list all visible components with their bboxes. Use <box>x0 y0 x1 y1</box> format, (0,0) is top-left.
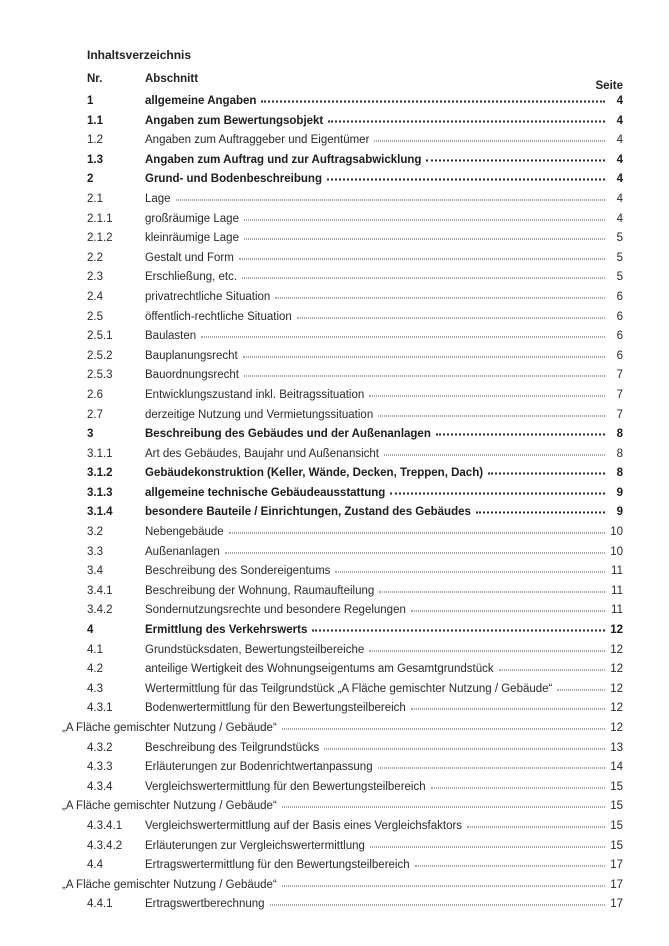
dot-leader <box>328 120 605 122</box>
dot-leader <box>282 807 605 808</box>
toc-entry-number: 4.3.3 <box>87 761 113 774</box>
toc-entry-number: 2.1.1 <box>87 212 113 225</box>
dot-leader <box>476 512 605 514</box>
toc-entry-page: 9 <box>616 486 623 499</box>
toc-entry-page: 12 <box>610 722 623 734</box>
toc-entry-number: 4.1 <box>87 643 103 656</box>
toc-entry-title: Beschreibung des Sondereigentums <box>145 565 331 578</box>
toc-entry-page: 10 <box>610 526 623 539</box>
dot-leader <box>369 650 605 651</box>
dot-leader <box>431 787 605 788</box>
dot-leader <box>297 317 605 318</box>
toc-entry-title: großräumige Lage <box>145 212 239 225</box>
dot-leader <box>244 219 605 220</box>
dot-leader <box>436 434 605 436</box>
toc-entry-page: 17 <box>610 859 623 872</box>
toc-entry-number: 3.4.2 <box>87 604 113 617</box>
toc-entry-page: 4 <box>616 95 623 107</box>
toc-entry-number: 4.4 <box>87 859 103 872</box>
toc-row <box>87 308 623 328</box>
dot-leader <box>176 199 605 200</box>
dot-leader <box>201 337 605 338</box>
toc-entry-page: 12 <box>610 643 623 656</box>
toc-entry-page: 4 <box>616 153 623 166</box>
toc-entry-title: Beschreibung des Gebäudes und der Außenanlagen <box>145 428 431 441</box>
toc-entry-title: Erläuterungen zur Bodenrichtwertanpassung <box>145 761 373 774</box>
toc-entry-number: 4 <box>87 624 94 637</box>
toc-row-continuation <box>62 719 623 739</box>
toc-row <box>87 131 623 151</box>
dot-leader <box>374 141 605 142</box>
toc-entry-page: 6 <box>616 290 623 303</box>
toc-entry-title: Angaben zum Auftraggeber und Eigentümer <box>145 134 370 147</box>
toc-entry-number: 3.1.1 <box>87 447 113 460</box>
toc-entry-number: 4.3.4 <box>87 780 113 793</box>
toc-entry-number: 3.2 <box>87 526 103 539</box>
dot-leader <box>378 415 605 416</box>
dot-leader <box>225 552 605 553</box>
toc-entry-title: Bodenwertermittlung für den Bewertungsteilbereich <box>145 702 406 715</box>
toc-entry-title: Vergleichswertermittlung auf der Basis eines Vergleichsfaktors <box>145 819 463 832</box>
toc-row <box>87 445 623 465</box>
toc-row <box>87 562 623 582</box>
toc-entry-title: Ermittlung des Verkehrswerts <box>145 624 308 637</box>
toc-entry-title: Ertragswertermittlung für den Bewertungsteilbereich <box>145 859 410 872</box>
toc-entry-number: 2.1 <box>87 192 103 205</box>
toc-row <box>87 425 623 445</box>
toc-entry-number: 2.5.3 <box>87 369 113 382</box>
toc-row-continuation <box>62 876 623 896</box>
toc-entry-page: 9 <box>616 506 623 519</box>
toc-entry-page: 12 <box>610 663 623 676</box>
toc-entry-page: 4 <box>616 192 623 205</box>
toc-entry-page: 7 <box>616 388 623 401</box>
toc-entry-number: 2.3 <box>87 271 103 284</box>
dot-leader <box>282 885 605 886</box>
dot-leader <box>275 297 605 298</box>
toc-entry-page: 6 <box>616 310 623 323</box>
toc-row <box>87 641 623 661</box>
toc-row <box>87 895 623 915</box>
toc-entry-page: 7 <box>616 408 623 421</box>
toc-entry-number: 2.6 <box>87 388 103 401</box>
toc-entry-page: 4 <box>616 212 623 225</box>
toc-entry-title: Vergleichswertermittlung für den Bewertungsteilbereich <box>145 780 426 793</box>
toc-entry-page: 4 <box>616 114 623 127</box>
dot-leader <box>379 591 605 592</box>
toc-entry-number: 4.3.2 <box>87 741 113 754</box>
toc-row <box>87 190 623 210</box>
toc-entry-page: 5 <box>616 271 623 284</box>
toc-entry-number: 2.5.2 <box>87 349 113 362</box>
toc-row <box>87 778 623 798</box>
toc-row <box>87 170 623 190</box>
toc-entry-number: 3 <box>87 428 94 441</box>
dot-leader <box>370 846 605 847</box>
dot-leader <box>270 905 605 906</box>
dot-leader <box>244 239 605 240</box>
toc-row <box>87 484 623 504</box>
toc-entry-page: 12 <box>610 624 623 637</box>
toc-entry-number: 2.7 <box>87 408 103 421</box>
toc-header-page: Seite <box>595 80 623 92</box>
dot-leader <box>239 258 605 259</box>
toc-entry-title: Erschließung, etc. <box>145 271 238 284</box>
toc-entry-page: 10 <box>610 545 623 558</box>
dot-leader <box>426 159 605 161</box>
toc-entry-page: 15 <box>610 780 623 793</box>
toc-entry-page: 17 <box>610 898 623 911</box>
toc-row <box>87 621 623 641</box>
toc-entry-title: besondere Bauteile / Einrichtungen, Zustand des Gebäudes <box>145 506 471 519</box>
toc-row <box>87 347 623 367</box>
toc-entry-number: 2.5.1 <box>87 330 113 343</box>
toc-entry-title: Wertermittlung für das Teilgrundstück „A Fläche gemischter Nutzung / Gebäude“ <box>145 682 553 695</box>
toc-row <box>87 229 623 249</box>
toc-entry-page: 8 <box>616 447 623 460</box>
toc-entry-page: 15 <box>610 819 623 832</box>
toc-entry-title: Grundstücksdaten, Bewertungsteilbereiche <box>145 643 365 656</box>
page-title: Inhaltsverzeichnis <box>87 48 192 62</box>
toc-entry-number: 4.3 <box>87 682 103 695</box>
toc-entry-number: 1.2 <box>87 134 103 147</box>
toc-entry-page: 8 <box>616 428 623 441</box>
toc-row <box>87 503 623 523</box>
toc-entry-number: 2.5 <box>87 310 103 323</box>
toc-entry-title: Außenanlagen <box>145 545 220 558</box>
toc-row <box>87 210 623 230</box>
toc-entry-number: 3.3 <box>87 545 103 558</box>
toc-row <box>87 739 623 759</box>
toc-entry-page: 11 <box>611 565 623 578</box>
toc-row <box>87 817 623 837</box>
toc-entry-title: Ertragswertberechnung <box>145 898 265 911</box>
toc-header-row <box>87 72 623 92</box>
dot-leader <box>390 492 605 494</box>
dot-leader <box>261 101 605 103</box>
toc-entry-page: 12 <box>610 702 623 715</box>
toc-row <box>87 268 623 288</box>
toc-entry-title: Erläuterungen zur Vergleichswertermittlung <box>145 839 365 852</box>
toc-row <box>87 680 623 700</box>
toc-entry-page: 17 <box>610 878 623 891</box>
toc-row <box>87 660 623 680</box>
toc-entry-number: 2.4 <box>87 290 103 303</box>
toc-entry-title: kleinräumige Lage <box>145 232 239 245</box>
toc-entry-page: 15 <box>610 800 623 813</box>
toc-entry-title: Lage <box>145 192 171 205</box>
toc-entry-title: Angaben zum Auftrag und zur Auftragsabwicklung <box>145 153 422 166</box>
toc-entry-number: 4.3.4.1 <box>87 819 123 832</box>
toc-entry-title: Beschreibung der Wohnung, Raumaufteilung <box>145 584 375 597</box>
toc-row <box>87 112 623 132</box>
toc-entry-number: 2.1.2 <box>87 232 113 245</box>
dot-leader <box>282 729 605 730</box>
dot-leader <box>312 630 605 632</box>
dot-leader <box>488 473 605 475</box>
dot-leader <box>327 179 605 181</box>
dot-leader <box>411 611 605 612</box>
toc-row <box>87 92 623 112</box>
toc-entry-title: Sondernutzungsrechte und besondere Regelungen <box>145 604 406 617</box>
toc-entry-page: 12 <box>610 682 623 695</box>
toc-entry-title: Gebäudekonstruktion (Keller, Wände, Decken, Treppen, Dach) <box>145 467 484 480</box>
toc-entry-page: 15 <box>610 839 623 852</box>
toc-row <box>87 327 623 347</box>
toc-header-nr: Nr. <box>87 73 103 85</box>
toc-row <box>87 249 623 269</box>
toc-entry-title: „A Fläche gemischter Nutzung / Gebäude“ <box>62 800 277 813</box>
dot-leader <box>324 748 605 749</box>
dot-leader <box>369 395 605 396</box>
toc-row <box>87 582 623 602</box>
toc-entry-page: 11 <box>611 584 623 597</box>
toc-entry-page: 11 <box>611 604 623 617</box>
dot-leader <box>499 670 605 671</box>
toc-entry-page: 8 <box>616 467 623 480</box>
toc-entry-title: öffentlich-rechtliche Situation <box>145 310 292 323</box>
toc-entry-number: 3.1.4 <box>87 506 113 519</box>
toc-entry-number: 3.1.2 <box>87 467 113 480</box>
toc-entry-title: derzeitige Nutzung und Vermietungssituation <box>145 408 374 421</box>
toc-entry-number: 3.4.1 <box>87 584 113 597</box>
toc-row <box>87 464 623 484</box>
toc-row <box>87 758 623 778</box>
toc-row <box>87 837 623 857</box>
toc-entry-number: 3.1.3 <box>87 486 113 499</box>
toc-entry-title: privatrechtliche Situation <box>145 290 271 303</box>
toc-entry-page: 6 <box>616 330 623 343</box>
dot-leader <box>244 376 605 377</box>
toc-entry-title: Bauordnungsrecht <box>145 369 239 382</box>
toc-row <box>87 601 623 621</box>
dot-leader <box>415 866 605 867</box>
toc-entry-title: Angaben zum Bewertungsobjekt <box>145 114 324 127</box>
toc-row-continuation <box>62 797 623 817</box>
toc-row <box>87 856 623 876</box>
dot-leader <box>557 689 605 690</box>
toc-entry-title: Bauplanungsrecht <box>145 349 238 362</box>
toc-row <box>87 386 623 406</box>
toc-entry-title: „A Fläche gemischter Nutzung / Gebäude“ <box>62 878 277 891</box>
toc-entry-page: 6 <box>616 349 623 362</box>
toc-entry-title: Entwicklungszustand inkl. Beitragssituation <box>145 388 365 401</box>
toc-entry-title: Baulasten <box>145 330 197 343</box>
toc-header-section: Abschnitt <box>145 73 199 85</box>
toc-entry-title: Gestalt und Form <box>145 251 234 264</box>
toc-entry-number: 1 <box>87 95 94 107</box>
dot-leader <box>243 356 605 357</box>
toc-entry-page: 7 <box>616 369 623 382</box>
toc-entry-title: „A Fläche gemischter Nutzung / Gebäude“ <box>62 722 277 734</box>
toc-entry-page: 13 <box>610 741 623 754</box>
toc-entry-title: Nebengebäude <box>145 526 224 539</box>
toc-entry-title: allgemeine Angaben <box>145 95 257 107</box>
toc-entry-title: allgemeine technische Gebäudeausstattung <box>145 486 386 499</box>
toc-entry-page: 14 <box>610 761 623 774</box>
toc-entry-number: 2.2 <box>87 251 103 264</box>
toc-row <box>87 523 623 543</box>
toc-entry-number: 4.3.1 <box>87 702 113 715</box>
toc-entry-title: Art des Gebäudes, Baujahr und Außenansicht <box>145 447 379 460</box>
toc-entry-title: Grund- und Bodenbeschreibung <box>145 173 322 186</box>
toc-row <box>87 288 623 308</box>
toc-entry-number: 4.2 <box>87 663 103 676</box>
toc-entry-page: 4 <box>616 134 623 147</box>
toc-row <box>87 699 623 719</box>
toc-entry-number: 1.3 <box>87 153 103 166</box>
toc-entry-number: 2 <box>87 173 94 186</box>
toc-row <box>87 366 623 386</box>
dot-leader <box>384 454 605 455</box>
dot-leader <box>467 826 605 827</box>
toc-entry-number: 4.3.4.2 <box>87 839 123 852</box>
toc-row <box>87 543 623 563</box>
dot-leader <box>242 278 605 279</box>
toc-entry-title: Beschreibung des Teilgrundstücks <box>145 741 320 754</box>
dot-leader <box>229 533 605 534</box>
toc-list <box>62 92 623 915</box>
toc-entry-number: 3.4 <box>87 565 103 578</box>
dot-leader <box>411 709 605 710</box>
dot-leader <box>378 768 605 769</box>
toc-entry-page: 5 <box>616 232 623 245</box>
dot-leader <box>335 572 605 573</box>
toc-entry-number: 4.4.1 <box>87 898 113 911</box>
toc-entry-page: 4 <box>616 173 623 186</box>
toc-entry-number: 1.1 <box>87 114 103 127</box>
toc-entry-title: anteilige Wertigkeit des Wohnungseigentums am Gesamtgrundstück <box>145 663 494 676</box>
toc-row <box>87 406 623 426</box>
toc-row <box>87 151 623 171</box>
toc-entry-page: 5 <box>616 251 623 264</box>
